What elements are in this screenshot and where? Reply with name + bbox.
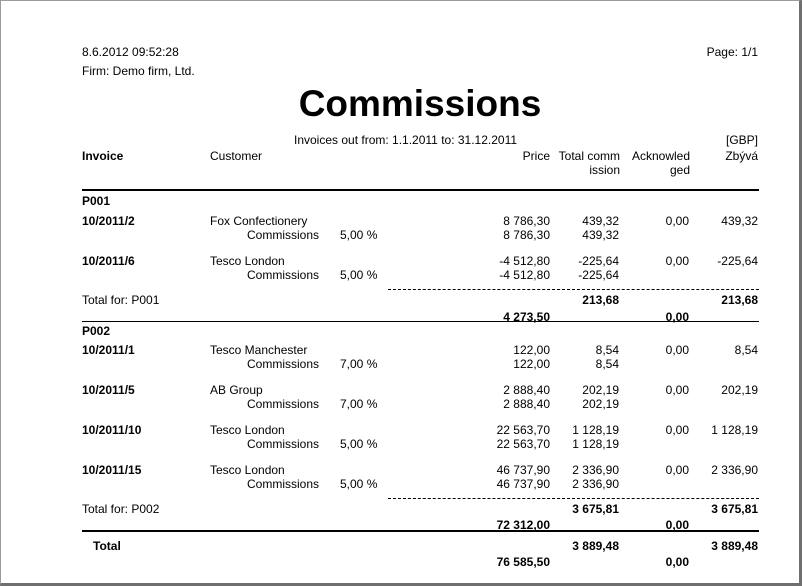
- grand-total-price: 76 585,50: [496, 555, 550, 569]
- subtotal-dashed-rule: [388, 289, 759, 290]
- group-total-acknowledged: 0,00: [665, 310, 689, 324]
- firm-name: Firm: Demo firm, Ltd.: [82, 64, 195, 78]
- group-total-price: 4 273,50: [503, 310, 550, 324]
- group-total-remaining: 3 675,81: [711, 502, 758, 516]
- commission-price: 22 563,70: [496, 437, 550, 451]
- acknowledged-value: 0,00: [665, 423, 689, 437]
- column-header-invoice: Invoice: [82, 149, 124, 163]
- customer-name: Tesco London: [210, 254, 285, 268]
- customer-name: Fox Confectionery: [210, 214, 308, 228]
- group-total-acknowledged: 0,00: [665, 518, 689, 532]
- group-total-label: Total for: P001: [82, 293, 160, 307]
- commission-rate: 5,00 %: [340, 228, 378, 242]
- group-total-remaining: 213,68: [721, 293, 758, 307]
- commission-amount: 202,19: [582, 397, 619, 411]
- invoice-number: 10/2011/6: [82, 254, 135, 268]
- page-number: Page: 1/1: [706, 45, 758, 59]
- commission-label: Commissions: [247, 268, 320, 282]
- column-header-zbyva: Zbývá: [725, 149, 758, 163]
- price-value: 8 786,30: [503, 214, 550, 228]
- price-value: 2 888,40: [503, 383, 550, 397]
- column-header-total-commission: Total commission: [558, 149, 620, 177]
- group-total-commission: 3 675,81: [572, 502, 619, 516]
- report-datetime: 8.6.2012 09:52:28: [82, 45, 179, 59]
- customer-name: Tesco London: [210, 463, 285, 477]
- grand-total-remaining: 3 889,48: [711, 539, 758, 553]
- commission-value: 439,32: [582, 214, 619, 228]
- commission-value: -225,64: [578, 254, 619, 268]
- group-total-price: 72 312,00: [496, 518, 550, 532]
- price-value: 22 563,70: [496, 423, 550, 437]
- header-rule: [82, 189, 759, 191]
- group-total-commission: 213,68: [582, 293, 619, 307]
- acknowledged-value: 0,00: [665, 383, 689, 397]
- acknowledged-value: 0,00: [665, 254, 689, 268]
- invoice-number: 10/2011/2: [82, 214, 135, 228]
- commission-amount: 439,32: [582, 228, 619, 242]
- group-code: P001: [82, 194, 111, 208]
- commission-value: 1 128,19: [572, 423, 619, 437]
- commission-label: Commissions: [247, 437, 320, 451]
- subtotal-dashed-rule: [388, 498, 759, 499]
- remaining-value: 8,54: [734, 343, 758, 357]
- group-total-label: Total for: P002: [82, 502, 160, 516]
- column-header-customer: Customer: [210, 149, 263, 163]
- group-code: P002: [82, 324, 111, 338]
- remaining-value: 439,32: [721, 214, 758, 228]
- commission-amount: 8,54: [595, 357, 619, 371]
- commission-value: 202,19: [582, 383, 619, 397]
- commission-value: 8,54: [595, 343, 619, 357]
- price-value: 46 737,90: [496, 463, 550, 477]
- invoice-number: 10/2011/5: [82, 383, 135, 397]
- grand-total-rule: [82, 530, 759, 532]
- invoice-number: 10/2011/10: [82, 423, 142, 437]
- group-rule: [82, 321, 759, 322]
- grand-total-label: Total: [93, 539, 121, 553]
- price-value: 122,00: [513, 343, 550, 357]
- acknowledged-value: 0,00: [665, 463, 689, 477]
- commission-price: 122,00: [513, 357, 550, 371]
- remaining-value: 202,19: [721, 383, 758, 397]
- customer-name: Tesco London: [210, 423, 285, 437]
- commission-label: Commissions: [247, 397, 320, 411]
- currency-label: [GBP]: [725, 133, 758, 147]
- commission-price: 8 786,30: [503, 228, 550, 242]
- invoice-number: 10/2011/1: [82, 343, 135, 357]
- commission-price: 2 888,40: [503, 397, 550, 411]
- grand-total-acknowledged: 0,00: [665, 555, 689, 569]
- acknowledged-value: 0,00: [665, 343, 689, 357]
- commission-rate: 7,00 %: [340, 357, 378, 371]
- column-header-acknowledged: Acknowledged: [631, 149, 690, 177]
- commission-rate: 7,00 %: [340, 397, 378, 411]
- commission-label: Commissions: [247, 477, 320, 491]
- commission-price: -4 512,80: [499, 268, 550, 282]
- customer-name: Tesco Manchester: [210, 343, 308, 357]
- commission-value: 2 336,90: [572, 463, 619, 477]
- column-header-price: Price: [522, 149, 550, 163]
- commission-rate: 5,00 %: [340, 477, 378, 491]
- commission-rate: 5,00 %: [340, 437, 378, 451]
- commission-price: 46 737,90: [496, 477, 550, 491]
- remaining-value: -225,64: [717, 254, 758, 268]
- commission-amount: 2 336,90: [572, 477, 619, 491]
- price-value: -4 512,80: [499, 254, 550, 268]
- commission-amount: 1 128,19: [572, 437, 619, 451]
- report-subtitle: Invoices out from: 1.1.2011 to: 31.12.2011: [294, 133, 518, 147]
- customer-name: AB Group: [210, 383, 263, 397]
- grand-total-commission: 3 889,48: [572, 539, 619, 553]
- remaining-value: 2 336,90: [711, 463, 758, 477]
- acknowledged-value: 0,00: [665, 214, 689, 228]
- commission-label: Commissions: [247, 228, 320, 242]
- commission-rate: 5,00 %: [340, 268, 378, 282]
- commission-amount: -225,64: [578, 268, 619, 282]
- invoice-number: 10/2011/15: [82, 463, 142, 477]
- remaining-value: 1 128,19: [711, 423, 758, 437]
- commission-label: Commissions: [247, 357, 320, 371]
- report-title: Commissions: [298, 83, 542, 124]
